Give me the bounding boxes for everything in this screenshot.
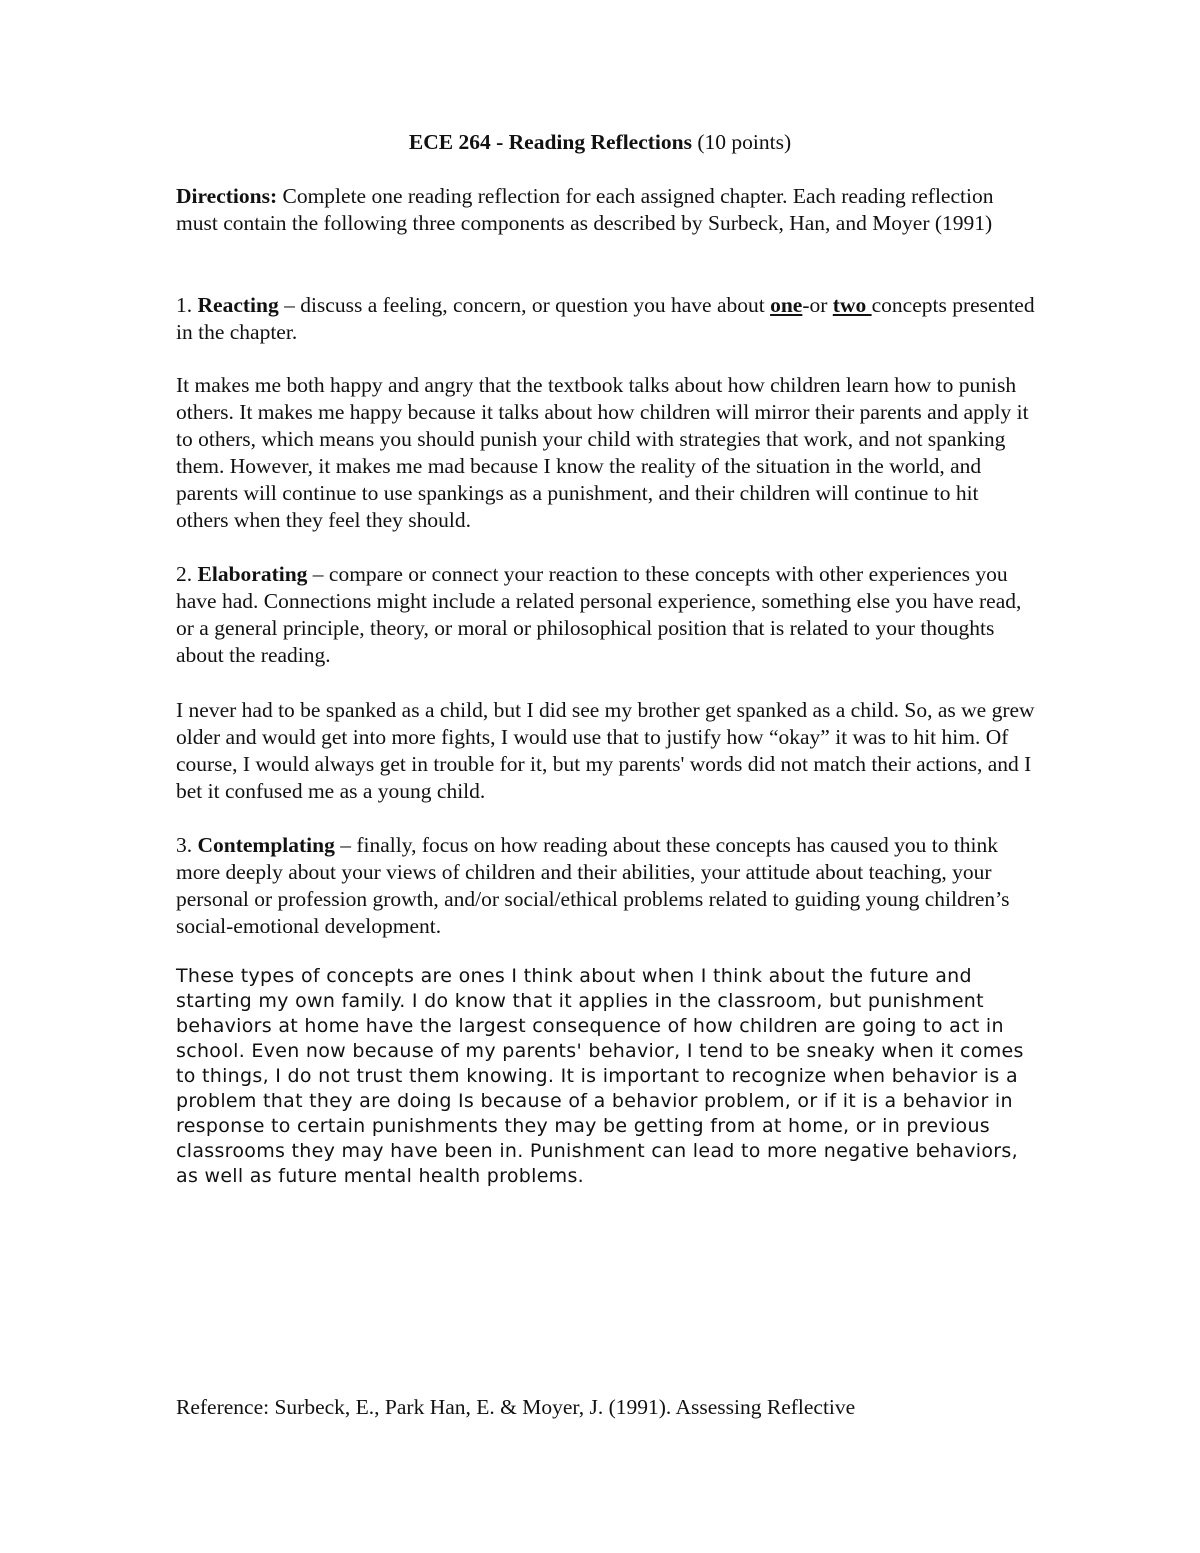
contemplating-number: 3.	[176, 833, 198, 857]
elaborating-text: – compare or connect your reaction to these concepts with other experiences you have had. Connections might include a related personal experience, something else you have read, or a general principle, theory, or moral or philosophical position that is related to your thoughts about the reading.	[176, 562, 1022, 667]
elaborating-number: 2.	[176, 562, 198, 586]
directions-label: Directions:	[176, 184, 278, 208]
reacting-two: two	[832, 293, 872, 317]
contemplating-label: Contemplating	[197, 833, 335, 857]
course-code: ECE 264	[408, 130, 491, 154]
contemplating-prompt	[176, 832, 1036, 940]
title-dash: -	[490, 130, 509, 154]
reference-line: Reference: Surbeck, E., Park Han, E. & Moyer, J. (1991). Assessing Reflective	[176, 1395, 856, 1419]
elaborating-label: Elaborating	[197, 562, 308, 586]
reacting-label: Reacting	[197, 293, 279, 317]
title-name: Reading Reflections	[508, 130, 692, 154]
directions-paragraph	[176, 183, 1036, 237]
reacting-response: It makes me both happy and angry that the textbook talks about how children learn how to punish others. It makes me happy because it talks about how children will mirror their parents and apply it to others, which means you should punish your child with strategies that work, and not spanking them. However, it makes me mad because I know the reality of the situation in the world, and parents will continue to use spankings as a punishment, and their children will continue to hit others when they feel they should.	[176, 373, 1029, 532]
reacting-prompt	[176, 292, 1036, 346]
elaborating-prompt	[176, 561, 1036, 669]
document-title	[0, 129, 1200, 156]
reacting-number: 1.	[176, 293, 198, 317]
reacting-or: -or	[802, 293, 833, 317]
contemplating-text: – finally, focus on how reading about these concepts has caused you to think more deeply about your views of children and their abilities, your attitude about teaching, your personal or profession growth, and/or social/ethical problems related to guiding young children’s social-emotional development.	[176, 833, 1010, 938]
title-points: (10 points)	[691, 130, 792, 154]
contemplating-response: These types of concepts are ones I think about when I think about the future and starting my own family. I do know that it applies in the classroom, but punishment behaviors at home have the largest consequence of how children are going to act in school. Even now because of my parents' behavior, I tend to be sneaky when it comes to things, I do not trust them knowing. It is important to recognize when behavior is a problem that they are doing Is because of a behavior problem, or if it is a behavior in response to certain punishments they may be getting from at home, or in previous classrooms they may have been in. Punishment can lead to more negative behaviors, as well as future mental health problems.	[176, 965, 1024, 1187]
reacting-text: – discuss a feeling, concern, or question you have about	[278, 293, 771, 317]
reacting-one: one	[770, 293, 803, 317]
reacting-text-after: concepts presented in the chapter.	[176, 293, 1035, 344]
elaborating-response: I never had to be spanked as a child, but I did see my brother get spanked as a child. So, as we grew older and would get into more fights, I would use that to justify how “okay” it was to hit him. Of course, I would always get in trouble for it, but my parents' words did not match their actions, and I bet it confused me as a young child.	[176, 698, 1035, 803]
directions-text: Complete one reading reflection for each assigned chapter. Each reading reflection must contain the following three components as described by Surbeck, Han, and Moyer (1991)	[176, 184, 994, 235]
